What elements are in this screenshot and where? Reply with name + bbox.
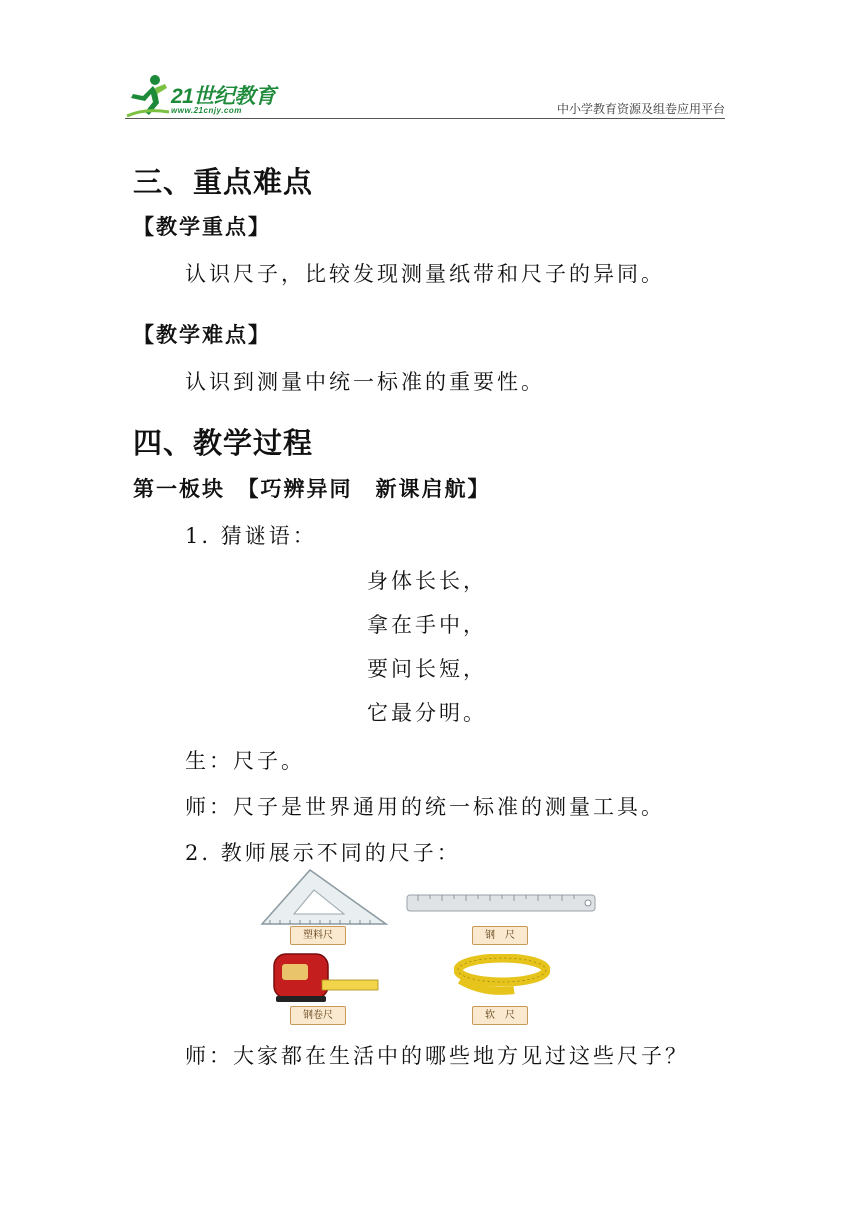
- steel-ruler-icon: [406, 894, 596, 912]
- tape-measure-label: 钢卷尺: [290, 1006, 346, 1025]
- student-answer: 生：尺子。: [185, 749, 305, 773]
- tape-measure-icon: [272, 952, 382, 1004]
- difficult-points-heading: 【教学难点】: [133, 323, 271, 347]
- soft-ruler-label: 软 尺: [472, 1006, 528, 1025]
- riddle-line: 要问长短，: [367, 657, 487, 681]
- rulers-figure: [256, 866, 606, 1030]
- riddle-line: 拿在手中，: [367, 613, 487, 637]
- platform-name: 中小学教育资源及组卷应用平台: [556, 102, 725, 116]
- soft-tape-icon: [454, 954, 550, 996]
- teacher-question: 师：大家都在生活中的哪些地方见过这些尺子？: [185, 1044, 689, 1068]
- logo: [125, 68, 325, 118]
- triangle-ruler-icon: [260, 868, 390, 926]
- item-2: 2. 教师展示不同的尺子：: [185, 841, 461, 865]
- key-points-text: 认识尺子，比较发现测量纸带和尺子的异同。: [185, 262, 665, 286]
- section-title-key-points: 三、重点难点: [133, 165, 314, 199]
- item-1: 1. 猜谜语：: [185, 524, 317, 548]
- header-divider: [125, 118, 725, 119]
- logo-text: 21世纪教育: [171, 85, 276, 108]
- teacher-statement: 师：尺子是世界通用的统一标准的测量工具。: [185, 795, 665, 819]
- runner-logo-icon: [125, 72, 171, 118]
- plastic-ruler-label: 塑料尺: [290, 926, 346, 945]
- key-points-heading: 【教学重点】: [133, 215, 271, 239]
- steel-ruler-label: 钢 尺: [472, 926, 528, 945]
- difficult-points-text: 认识到测量中统一标准的重要性。: [185, 370, 545, 394]
- logo-url: www.21cnjy.com: [171, 106, 242, 115]
- page-header: [125, 68, 725, 120]
- section-title-process: 四、教学过程: [133, 426, 314, 460]
- block-title: 第一板块 【巧辨异同 新课启航】: [133, 477, 491, 501]
- riddle-line: 身体长长，: [367, 569, 487, 593]
- riddle-line: 它最分明。: [367, 701, 487, 725]
